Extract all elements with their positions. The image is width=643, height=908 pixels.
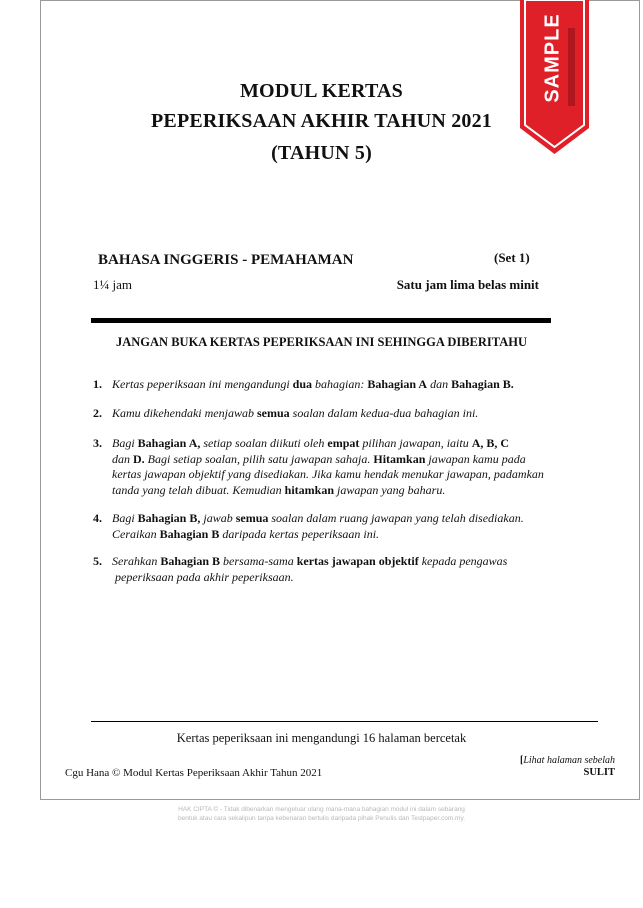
instruction-text: bersama-sama xyxy=(220,554,297,568)
instruction-text: satu xyxy=(268,451,289,466)
instruction-text: dan xyxy=(112,451,133,466)
paper-duration: 1¼ jam xyxy=(93,277,132,292)
copyright-disclaimer xyxy=(0,805,643,823)
instruction-number: 3. xyxy=(93,436,102,450)
instruction-text: Bagi xyxy=(112,511,138,525)
instruction-text: Kertas peperiksaan ini mengandungi xyxy=(112,377,293,391)
instruction-emphasis: Bahagian A, xyxy=(137,436,201,450)
see-next-text: Lihat halaman sebelah xyxy=(523,755,615,766)
instruction-emphasis: Bahagian B xyxy=(160,554,221,568)
instruction-text: jawapan sahaja. xyxy=(288,451,374,466)
instruction-text: soalan dalam kedua-dua bahagian ini. xyxy=(289,406,479,420)
instruction-text: peperiksaan pada akhir peperiksaan. xyxy=(115,569,294,584)
instruction-emphasis: semua xyxy=(256,406,290,420)
instruction-number: 4. xyxy=(93,511,102,525)
instruction-number: 1. xyxy=(93,377,102,391)
divider-thick xyxy=(91,318,551,323)
instruction-emphasis: Bahagian B xyxy=(159,526,220,541)
instruction-emphasis: empat xyxy=(327,436,360,450)
instruction-text: Bagi xyxy=(112,436,138,450)
instruction-text: pilihan jawapan, iaitu xyxy=(359,436,472,450)
disclaimer-line-1: HAK CIPTA © - Tidak dibenarkan mengeluar ulang mana-mana bahagian modul ini dalam sebarang xyxy=(178,806,465,813)
instruction-text: jawapan yang baharu. xyxy=(334,482,446,497)
instruction-1 xyxy=(93,377,553,393)
instruction-3 xyxy=(93,436,553,498)
instruction-number: 2. xyxy=(93,406,102,420)
sample-label: SAMPLE xyxy=(541,13,564,103)
title-line-1: MODUL KERTAS xyxy=(239,80,403,102)
instruction-emphasis: Bahagian B. xyxy=(451,377,514,391)
instruction-emphasis: Bahagian A xyxy=(367,377,428,391)
instruction-emphasis: kertas jawapan objektif xyxy=(296,554,419,568)
instruction-emphasis: hitamkan xyxy=(284,482,335,497)
instruction-text: Bagi setiap soalan, pilih xyxy=(144,451,269,466)
divider-thin xyxy=(91,721,598,722)
disclaimer-line-2: bentuk atau cara sekalipun tanpa kebenaran bertulis daripada pihak Penulis dan Testpaper.com.my. xyxy=(177,815,466,822)
instruction-text: Ceraikan xyxy=(112,526,160,541)
instruction-text: soalan dalam ruang jawapan yang telah disediakan. xyxy=(268,511,524,525)
instruction-text: jawab xyxy=(200,511,236,525)
paper-duration-words: Satu jam lima belas minit xyxy=(396,277,539,292)
instruction-emphasis: dua xyxy=(292,377,313,391)
instruction-emphasis: Bahagian B, xyxy=(137,511,201,525)
instruction-text: setiap soalan diikuti oleh xyxy=(200,436,328,450)
see-next-page xyxy=(520,755,615,766)
page-count-note: Kertas peperiksaan ini mengandungi 16 halaman bercetak xyxy=(176,731,467,745)
warning-text: JANGAN BUKA KERTAS PEPERIKSAAN INI SEHINGGA DIBERITAHU xyxy=(116,335,527,349)
instruction-4 xyxy=(93,511,553,542)
instruction-text: daripada kertas peperiksaan ini. xyxy=(219,526,380,541)
instruction-text: Serahkan xyxy=(112,554,161,568)
instruction-number: 5. xyxy=(93,554,102,568)
title-line-3: (TAHUN 5) xyxy=(271,142,372,164)
sulit-label: SULIT xyxy=(583,767,615,778)
paper-subject: BAHASA INGGERIS - PEMAHAMAN xyxy=(98,252,354,268)
instruction-emphasis: semua xyxy=(235,511,269,525)
instruction-5 xyxy=(93,554,553,585)
instruction-emphasis: Hitamkan xyxy=(373,451,426,466)
copyright-line: Cgu Hana © Modul Kertas Peperiksaan Akhir Tahun 2021 xyxy=(65,767,323,779)
title-line-2: PEPERIKSAAN AKHIR TAHUN 2021 xyxy=(150,110,492,132)
instruction-text: jawapan kamu pada kertas jawapan objektif yang disediakan. Jika kamu hendak menukar jawapan, padamkan tanda yang telah dibuat. Kemudian xyxy=(112,451,544,497)
instruction-text: bahagian: xyxy=(312,377,368,391)
instruction-emphasis: D. xyxy=(133,451,145,466)
see-next-bracket: [ xyxy=(519,755,524,766)
instruction-text: kepada pengawas xyxy=(418,554,508,568)
instruction-2 xyxy=(93,406,553,422)
instruction-text: Kamu dikehendaki menjawab xyxy=(112,406,257,420)
paper-set: (Set 1) xyxy=(494,250,530,265)
instruction-emphasis: A, B, C xyxy=(471,436,510,450)
instruction-text: dan xyxy=(427,377,452,391)
